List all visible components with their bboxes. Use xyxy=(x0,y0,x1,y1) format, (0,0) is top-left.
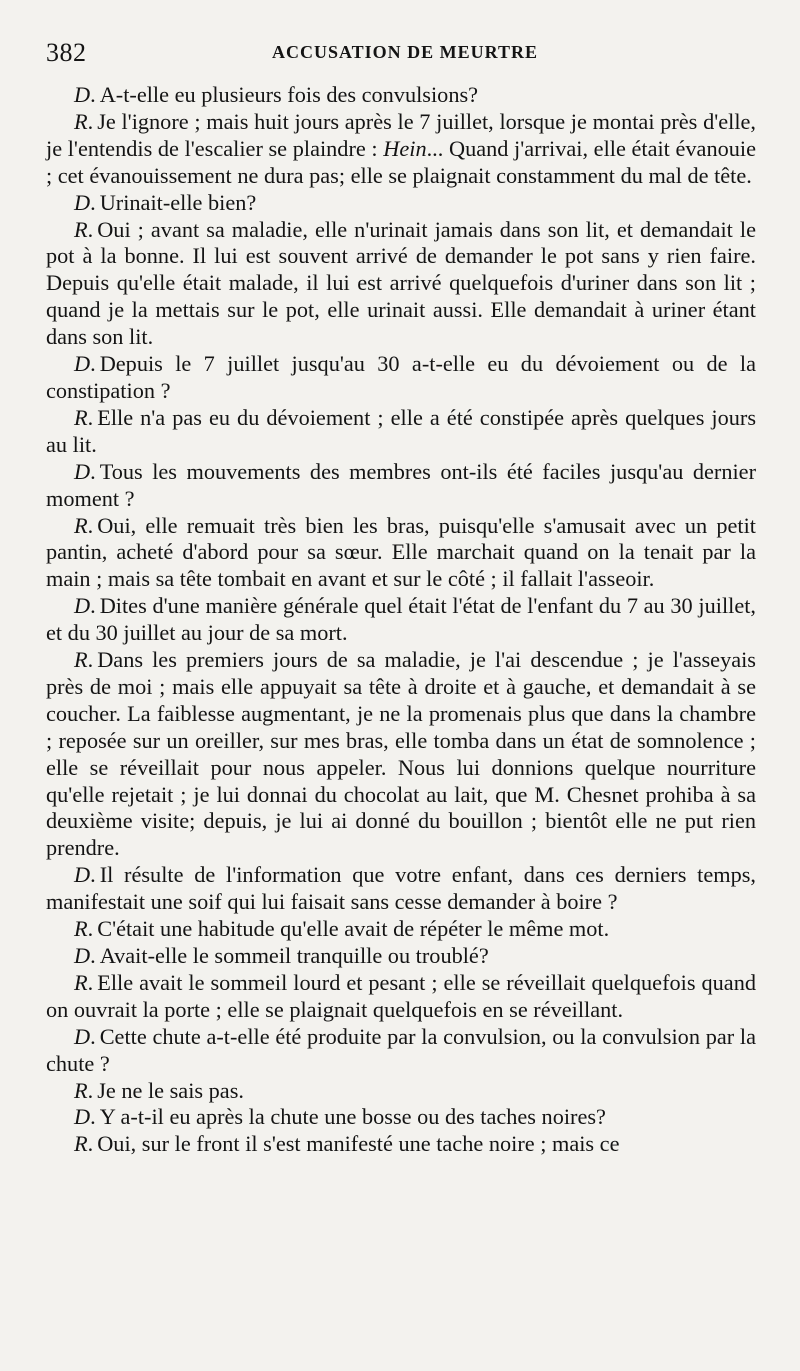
speaker-label: R xyxy=(74,216,88,242)
paragraph: R. Dans les premiers jours de sa maladie, je l'ai descendue ; je l'asseyais près de moi ; mais elle appuyait sa tête à droite et à gauche, et demandait à se coucher. La faiblesse augmentant, je ne la promenais plus que dans la chambre ; reposée sur un oreiller, sur mes bras, elle tomba dans un état de somnolence ; elle se réveillait pour nous appeler. Nous lui donnions quelque nourriture qu'elle rejetait ; je lui donnai du chocolat au lait, que M. Chesnet prohiba à sa deuxième visite; depuis, je lui ai donné du bouillon ; bientôt elle ne put rien prendre. xyxy=(46,647,756,861)
speaker-label: R xyxy=(74,512,88,538)
speaker-label: D xyxy=(74,862,91,888)
paragraph-text: Elle avait le sommeil lourd et pesant ; elle se réveillait quelquefois quand on ouvrait la porte ; elle se plaignait quelquefois en se réveillant. xyxy=(46,969,756,1022)
paragraph-text: Urinait-elle bien? xyxy=(99,189,257,215)
paragraph: R. C'était une habitude qu'elle avait de répéter le même mot. xyxy=(74,916,610,942)
speaker-label: D xyxy=(74,593,91,619)
paragraph-text: Y a-t-il eu après la chute une bosse ou des taches noires? xyxy=(99,1104,606,1130)
paragraph: R. Oui, sur le front il s'est manifesté une tache noire ; mais ce xyxy=(74,1131,620,1157)
running-head xyxy=(46,38,756,82)
speaker-label: R xyxy=(74,647,88,673)
paragraph: R. Elle n'a pas eu du dévoiement ; elle a été constipée après quelques jours au lit. xyxy=(46,404,756,457)
speaker-label: R xyxy=(74,1131,88,1157)
paragraph: D. A-t-elle eu plusieurs fois des convulsions? xyxy=(74,82,479,107)
paragraph-text: Elle n'a pas eu du dévoiement ; elle a été constipée après quelques jours au lit. xyxy=(46,404,756,457)
speaker-label: D xyxy=(74,189,91,215)
paragraph-text: Oui, elle remuait très bien les bras, puisqu'elle s'amusait avec un petit pantin, acheté d'abord pour sa sœur. Elle marchait quand on la tenait par la main ; mais sa tête tombait en avant et sur le côté ; il fallait l'asseoir. xyxy=(46,512,756,592)
paragraph-text: Je ne le sais pas. xyxy=(97,1077,244,1103)
paragraph: D. Cette chute a-t-elle été produite par la convulsion, ou la convulsion par la chute ? xyxy=(46,1023,756,1076)
paragraph: D. Avait-elle le sommeil tranquille ou troublé? xyxy=(74,943,489,968)
paragraph: D. Tous les mouvements des membres ont-ils été faciles jusqu'au dernier moment ? xyxy=(46,458,756,511)
paragraph-text: C'était une habitude qu'elle avait de répéter le même mot. xyxy=(97,916,610,942)
speaker-label: D xyxy=(74,351,91,377)
paragraph-text: Dans les premiers jours de sa maladie, je l'ai descendue ; je l'asseyais près de moi ; mais elle appuyait sa tête à droite et à gauche, et demandait à se coucher. La faiblesse augmentant, je ne la promenais plus que dans la chambre ; reposée sur un oreiller, sur mes bras, elle tomba dans un état de somnolence ; elle se réveillait pour nous appeler. Nous lui donnions quelque nourriture qu'elle rejetait ; je lui donnai du chocolat au lait, que M. Chesnet prohiba à sa deuxième visite; depuis, je lui ai donné du bouillon ; bientôt elle ne put rien prendre. xyxy=(46,647,756,861)
speaker-label: R xyxy=(74,916,88,942)
paragraph-text: Avait-elle le sommeil tranquille ou troublé? xyxy=(99,943,489,968)
emphasized-word: Hein xyxy=(383,135,427,161)
paragraph: D. Urinait-elle bien? xyxy=(74,189,257,215)
paragraph: R. Elle avait le sommeil lourd et pesant ; elle se réveillait quelquefois quand on ouvrait la porte ; elle se plaignait quelquefois en se réveillant. xyxy=(46,969,756,1022)
paragraph: R. Je l'ignore ; mais huit jours après le 7 juillet, lorsque je montai près d'elle, je l'entendis de l'escalier se plaindre : Hein... Quand j'arrivai, elle était évanouie ; cet évanouissement ne dura pas; elle se plaignait constamment du mal de tête. xyxy=(46,108,756,188)
speaker-label: R xyxy=(74,404,88,430)
paragraph: R. Oui ; avant sa maladie, elle n'urinait jamais dans son lit, et demandait le pot à la bonne. Il lui est souvent arrivé de demander le pot sans y rien faire. Depuis qu'elle était malade, il lui est arrivé quelquefois d'uriner dans son lit ; quand je la mettais sur le pot, elle urinait aussi. Elle demandait à uriner étant dans son lit. xyxy=(46,216,756,350)
speaker-label: R xyxy=(74,969,88,995)
paragraph: R. Oui, elle remuait très bien les bras, puisqu'elle s'amusait avec un petit pantin, acheté d'abord pour sa sœur. Elle marchait quand on la tenait par la main ; mais sa tête tombait en avant et sur le côté ; il fallait l'asseoir. xyxy=(46,512,756,592)
page-number: 382 xyxy=(46,38,87,67)
running-title: ACCUSATION DE MEURTRE xyxy=(272,42,539,62)
paragraph: D. Il résulte de l'information que votre enfant, dans ces derniers temps, manifestait une soif qui lui faisait sans cesse demander à boire ? xyxy=(46,862,756,915)
paragraph: D. Y a-t-il eu après la chute une bosse ou des taches noires? xyxy=(74,1104,606,1130)
paragraph-text: Je l'ignore ; mais huit jours après le 7 juillet, lorsque je montai près d'elle, je l'entendis de l'escalier se plaindre : xyxy=(46,108,756,161)
speaker-label: D xyxy=(74,1023,91,1049)
speaker-label: R xyxy=(74,1077,88,1103)
paragraph-text: Depuis le 7 juillet jusqu'au 30 a-t-elle eu du dévoiement ou de la constipation ? xyxy=(46,351,756,403)
paragraph-text: Cette chute a-t-elle été produite par la convulsion, ou la convulsion par la chute ? xyxy=(46,1023,756,1076)
paragraph-text: A-t-elle eu plusieurs fois des convulsions? xyxy=(99,82,479,107)
speaker-label: D xyxy=(74,1104,91,1130)
paragraph-text: Il résulte de l'information que votre enfant, dans ces derniers temps, manifestait une soif qui lui faisait sans cesse demander à boire ? xyxy=(46,862,756,915)
paragraph-text: Tous les mouvements des membres ont-ils été faciles jusqu'au dernier moment ? xyxy=(46,458,756,511)
paragraph-text-after: ... Quand j'arrivai, elle était évanouie ; cet évanouissement ne dura pas; elle se plaignait constamment du mal de tête. xyxy=(46,135,756,188)
speaker-label: D xyxy=(74,943,91,968)
paragraph: D. Dites d'une manière générale quel était l'état de l'enfant du 7 au 30 juillet, et du 30 juillet au jour de sa mort. xyxy=(46,593,756,646)
speaker-label: R xyxy=(74,108,88,134)
interrogation-text xyxy=(46,82,756,1158)
paragraph-text: Dites d'une manière générale quel était l'état de l'enfant du 7 au 30 juillet, et du 30 juillet au jour de sa mort. xyxy=(46,593,756,646)
speaker-label: D xyxy=(74,458,91,484)
paragraph-text: Oui ; avant sa maladie, elle n'urinait jamais dans son lit, et demandait le pot à la bonne. Il lui est souvent arrivé de demander le pot sans y rien faire. Depuis qu'elle était malade, il lui est arrivé quelquefois d'uriner dans son lit ; quand je la mettais sur le pot, elle urinait aussi. Elle demandait à uriner étant dans son lit. xyxy=(46,216,756,350)
speaker-label: D xyxy=(74,82,91,107)
paragraph: D. Depuis le 7 juillet jusqu'au 30 a-t-elle eu du dévoiement ou de la constipation ? xyxy=(46,351,756,403)
paragraph-text: Oui, sur le front il s'est manifesté une tache noire ; mais ce xyxy=(97,1131,620,1157)
paragraph: R. Je ne le sais pas. xyxy=(74,1077,244,1103)
